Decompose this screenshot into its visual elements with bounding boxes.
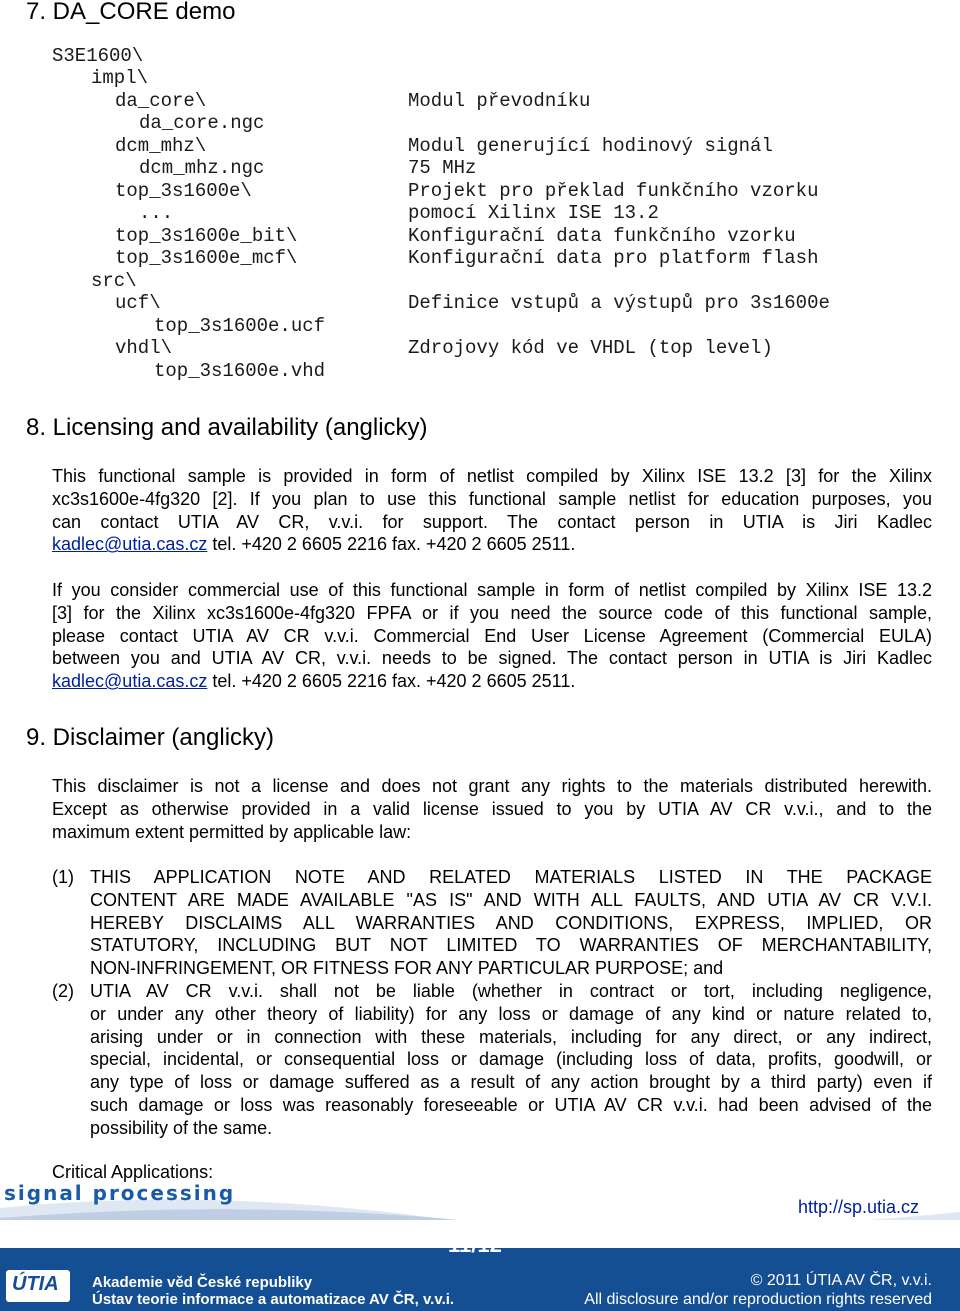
section-8-title: 8. Licensing and availability (anglicky) [26,414,428,441]
text-line: between you and UTIA AV CR, v.v.i. needs to be signed. The contact person in UTIA is Jiri Kadlec [52,648,932,669]
contact-email-link[interactable]: kadlec@utia.cas.cz [52,671,208,692]
item-number: (2) [52,981,74,1001]
text-line: special, incidental, or consequential loss or damage (including loss of data, profits, goodwill, or [90,1049,932,1070]
copyright: © 2011 ÚTIA AV ČR, v.v.i. [750,1272,932,1289]
section-9-title: 9. Disclaimer (anglicky) [26,724,275,751]
page-footer [0,1168,960,1311]
tree-item: top_3s1600e.vhd [154,360,326,382]
text-line: UTIA AV CR v.v.i. shall not be liable (whether in contract or tort, including negligence, [90,981,932,1001]
tree-description: Zdrojovy kód ve VHDL (top level) [408,337,773,359]
signal-processing-logo: signal processing [4,1181,236,1205]
tree-item: top_3s1600e\ [115,180,252,202]
tree-description: Konfigurační data funkčního vzorku [408,225,796,247]
text-line: NON-INFRINGEMENT, OR FITNESS FOR ANY PARTICULAR PURPOSE; and [90,958,724,979]
tree-item: ... [139,202,174,224]
tree-item: dcm_mhz.ngc [139,157,265,179]
page-number: 11/12 [448,1232,502,1257]
tree-description: Projekt pro překlad funkčního vzorku [408,180,819,202]
tree-description: Konfigurační data pro platform flash [408,247,819,269]
disclaimer-intro [52,775,932,843]
text-line: can contact UTIA AV CR, v.v.i. for support. The contact person in UTIA is Jiri Kadlec [52,511,932,532]
contact-email-link[interactable]: kadlec@utia.cas.cz [52,534,208,555]
tree-item: top_3s1600e_bit\ [115,225,298,247]
tree-item: da_core.ngc [139,112,265,134]
item-number: (1) [52,867,74,887]
text-line: please contact UTIA AV CR v.v.i. Commercial End User License Agreement (Commercial EULA) [52,625,932,646]
tree-item: top_3s1600e.ucf [154,315,326,337]
critical-applications-heading [52,1161,932,1184]
tree-item: top_3s1600e_mcf\ [115,247,298,269]
tree-item: S3E1600\ [52,45,144,67]
text-line: STATUTORY, INCLUDING BUT NOT LIMITED TO WARRANTIES OF MERCHANTABILITY, [90,935,932,956]
text-line: Except as otherwise provided in a valid license issued to you by UTIA AV CR v.v.i., and to the [52,798,932,819]
website-link[interactable]: http://sp.utia.cz [798,1197,920,1217]
licensing-paragraph-1 [52,465,932,556]
text-line: possibility of the same. [90,1117,273,1138]
section-7-title: 7. DA_CORE demo [26,0,236,25]
tree-item: src\ [91,270,137,292]
tree-description: Modul generující hodinový signál [408,135,773,157]
tree-item: impl\ [91,67,149,89]
tree-item: vhdl\ [115,337,173,359]
tree-description: Definice vstupů a výstupů pro 3s1600e [408,292,830,314]
text-line: This functional sample is provided in form of netlist compiled by Xilinx ISE 13.2 [3] for the Xilinx [52,466,932,486]
text-line: or under any other theory of liability) for any loss or damage of any kind or nature related to, [90,1003,932,1024]
institute-name: Ústav teorie informace a automatizace AV ČR, v.v.i. [92,1291,455,1308]
text-line: CONTENT ARE MADE AVAILABLE "AS IS" AND WITH ALL FAULTS, AND UTIA AV CR V.V.I. [90,889,932,910]
tree-description: 75 MHz [408,157,477,179]
text-line: Critical Applications: [52,1162,214,1182]
utia-logo-text: ÚTIA [12,1273,59,1295]
tree-item: ucf\ [115,292,161,314]
text-line: This disclaimer is not a license and does not grant any rights to the materials distributed herewith. [52,776,932,796]
tree-item: da_core\ [115,90,207,112]
contact-phone: tel. +420 2 6605 2216 fax. +420 2 6605 2511. [207,534,576,555]
text-line: any type of loss or damage suffered as a result of any action brought by a third party) even if [90,1072,932,1093]
text-line: maximum extent permitted by applicable law: [52,821,412,842]
text-line: THIS APPLICATION NOTE AND RELATED MATERIALS LISTED IN THE PACKAGE [90,867,932,887]
tree-item: dcm_mhz\ [115,135,207,157]
licensing-paragraph-2 [52,579,932,693]
text-line: HEREBY DISCLAIMS ALL WARRANTIES AND CONDITIONS, EXPRESS, IMPLIED, OR [90,912,932,933]
text-line: such damage or loss was reasonably foreseeable or UTIA AV CR v.v.i. had been advised of the [90,1094,932,1115]
text-line: If you consider commercial use of this functional sample in form of netlist compiled by Xilinx ISE 13.2 [52,580,932,600]
tree-description: pomocí Xilinx ISE 13.2 [408,202,659,224]
rights-notice: All disclosure and/or reproduction rights reserved [584,1291,932,1308]
text-line: xc3s1600e-4fg320 [2]. If you plan to use this functional sample netlist for education purposes, you [52,488,932,509]
institution-name: Akademie věd České republiky [92,1274,313,1291]
text-line: [3] for the Xilinx xc3s1600e-4fg320 FPFA or if you need the source code of this functional sample, [52,602,932,623]
contact-phone: tel. +420 2 6605 2216 fax. +420 2 6605 2511. [207,671,576,692]
utia-logo [6,1270,70,1302]
text-line: arising under or in connection with these materials, including for any direct, or any indirect, [90,1026,932,1047]
tree-description: Modul převodníku [408,90,591,112]
